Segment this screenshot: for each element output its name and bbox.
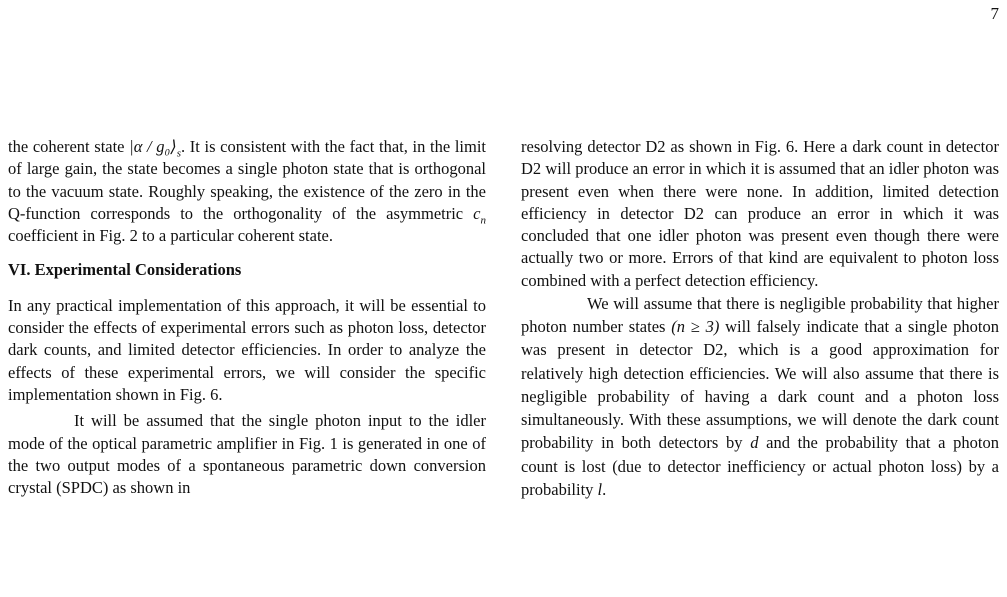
right-paragraph-1: resolving detector D2 as shown in Fig. 6. Here a dark count in detector D2 will produce an error in which it is assumed that an idler photon was present even when there were none. In addition, limited detection efficiency in detector D2 can produce an error in which it was concluded that one idler photon was present even though there were actually two or more. Errors of that kind are equivalent to photon loss combined with a perfect detection efficiency. — [521, 137, 999, 290]
section-heading: VI. Experimental Considerations — [8, 260, 242, 280]
left-paragraph-3: It will be assumed that the single photon input to the idler mode of the optical parametric amplifier in Fig. 1 is generated in one of the two output modes of a spontaneous parametric down conversion crystal (SPDC) as shown in — [8, 411, 486, 498]
right-column — [521, 136, 999, 501]
left-column — [8, 136, 486, 499]
right-paragraph-2: We will assume that there is negligible probability that higher photon number states (n ≥ 3) will falsely indicate that a single photon was present in detector D2, which is a good approximation for relatively high detection efficiencies. We will also assume that there is negligible probability of having a dark count and a photon loss simultaneously. With these assumptions, we will denote the dark count probability in both detectors by d and the probability that a photon count is lost (due to detector inefficiency or actual photon loss) by a probability l. — [521, 294, 999, 499]
page-number: 7 — [990, 4, 999, 23]
left-paragraph-2: In any practical implementation of this approach, it will be essential to consider the effects of experimental errors such as photon loss, detector dark counts, and limited detector efficiencies. In order to analyze the effects of these experimental errors, we will consider the specific implementation shown in Fig. 6. — [8, 295, 486, 404]
coherent-state-math: $|\alpha / g_0⟩_s$ — [129, 137, 181, 160]
l-variable: l — [597, 479, 603, 499]
n-geq-3-math: (n ≥ 3) — [671, 317, 720, 337]
cn-math: $c_n$ — [473, 203, 486, 227]
left-paragraph-1: the coherent state $|\alpha / g_0⟩_s$. It is consistent with the fact that, in the limit of large gain, the state becomes a single photon state that is orthogonal to the vacuum state. Roughly speaking, the existence of the zero in the Q-function corresponds to the orthogonality of the asymmetric $c_n$ coefficient in Fig. 2 to a particular coherent state. — [8, 137, 486, 246]
d-variable: d — [750, 433, 759, 453]
